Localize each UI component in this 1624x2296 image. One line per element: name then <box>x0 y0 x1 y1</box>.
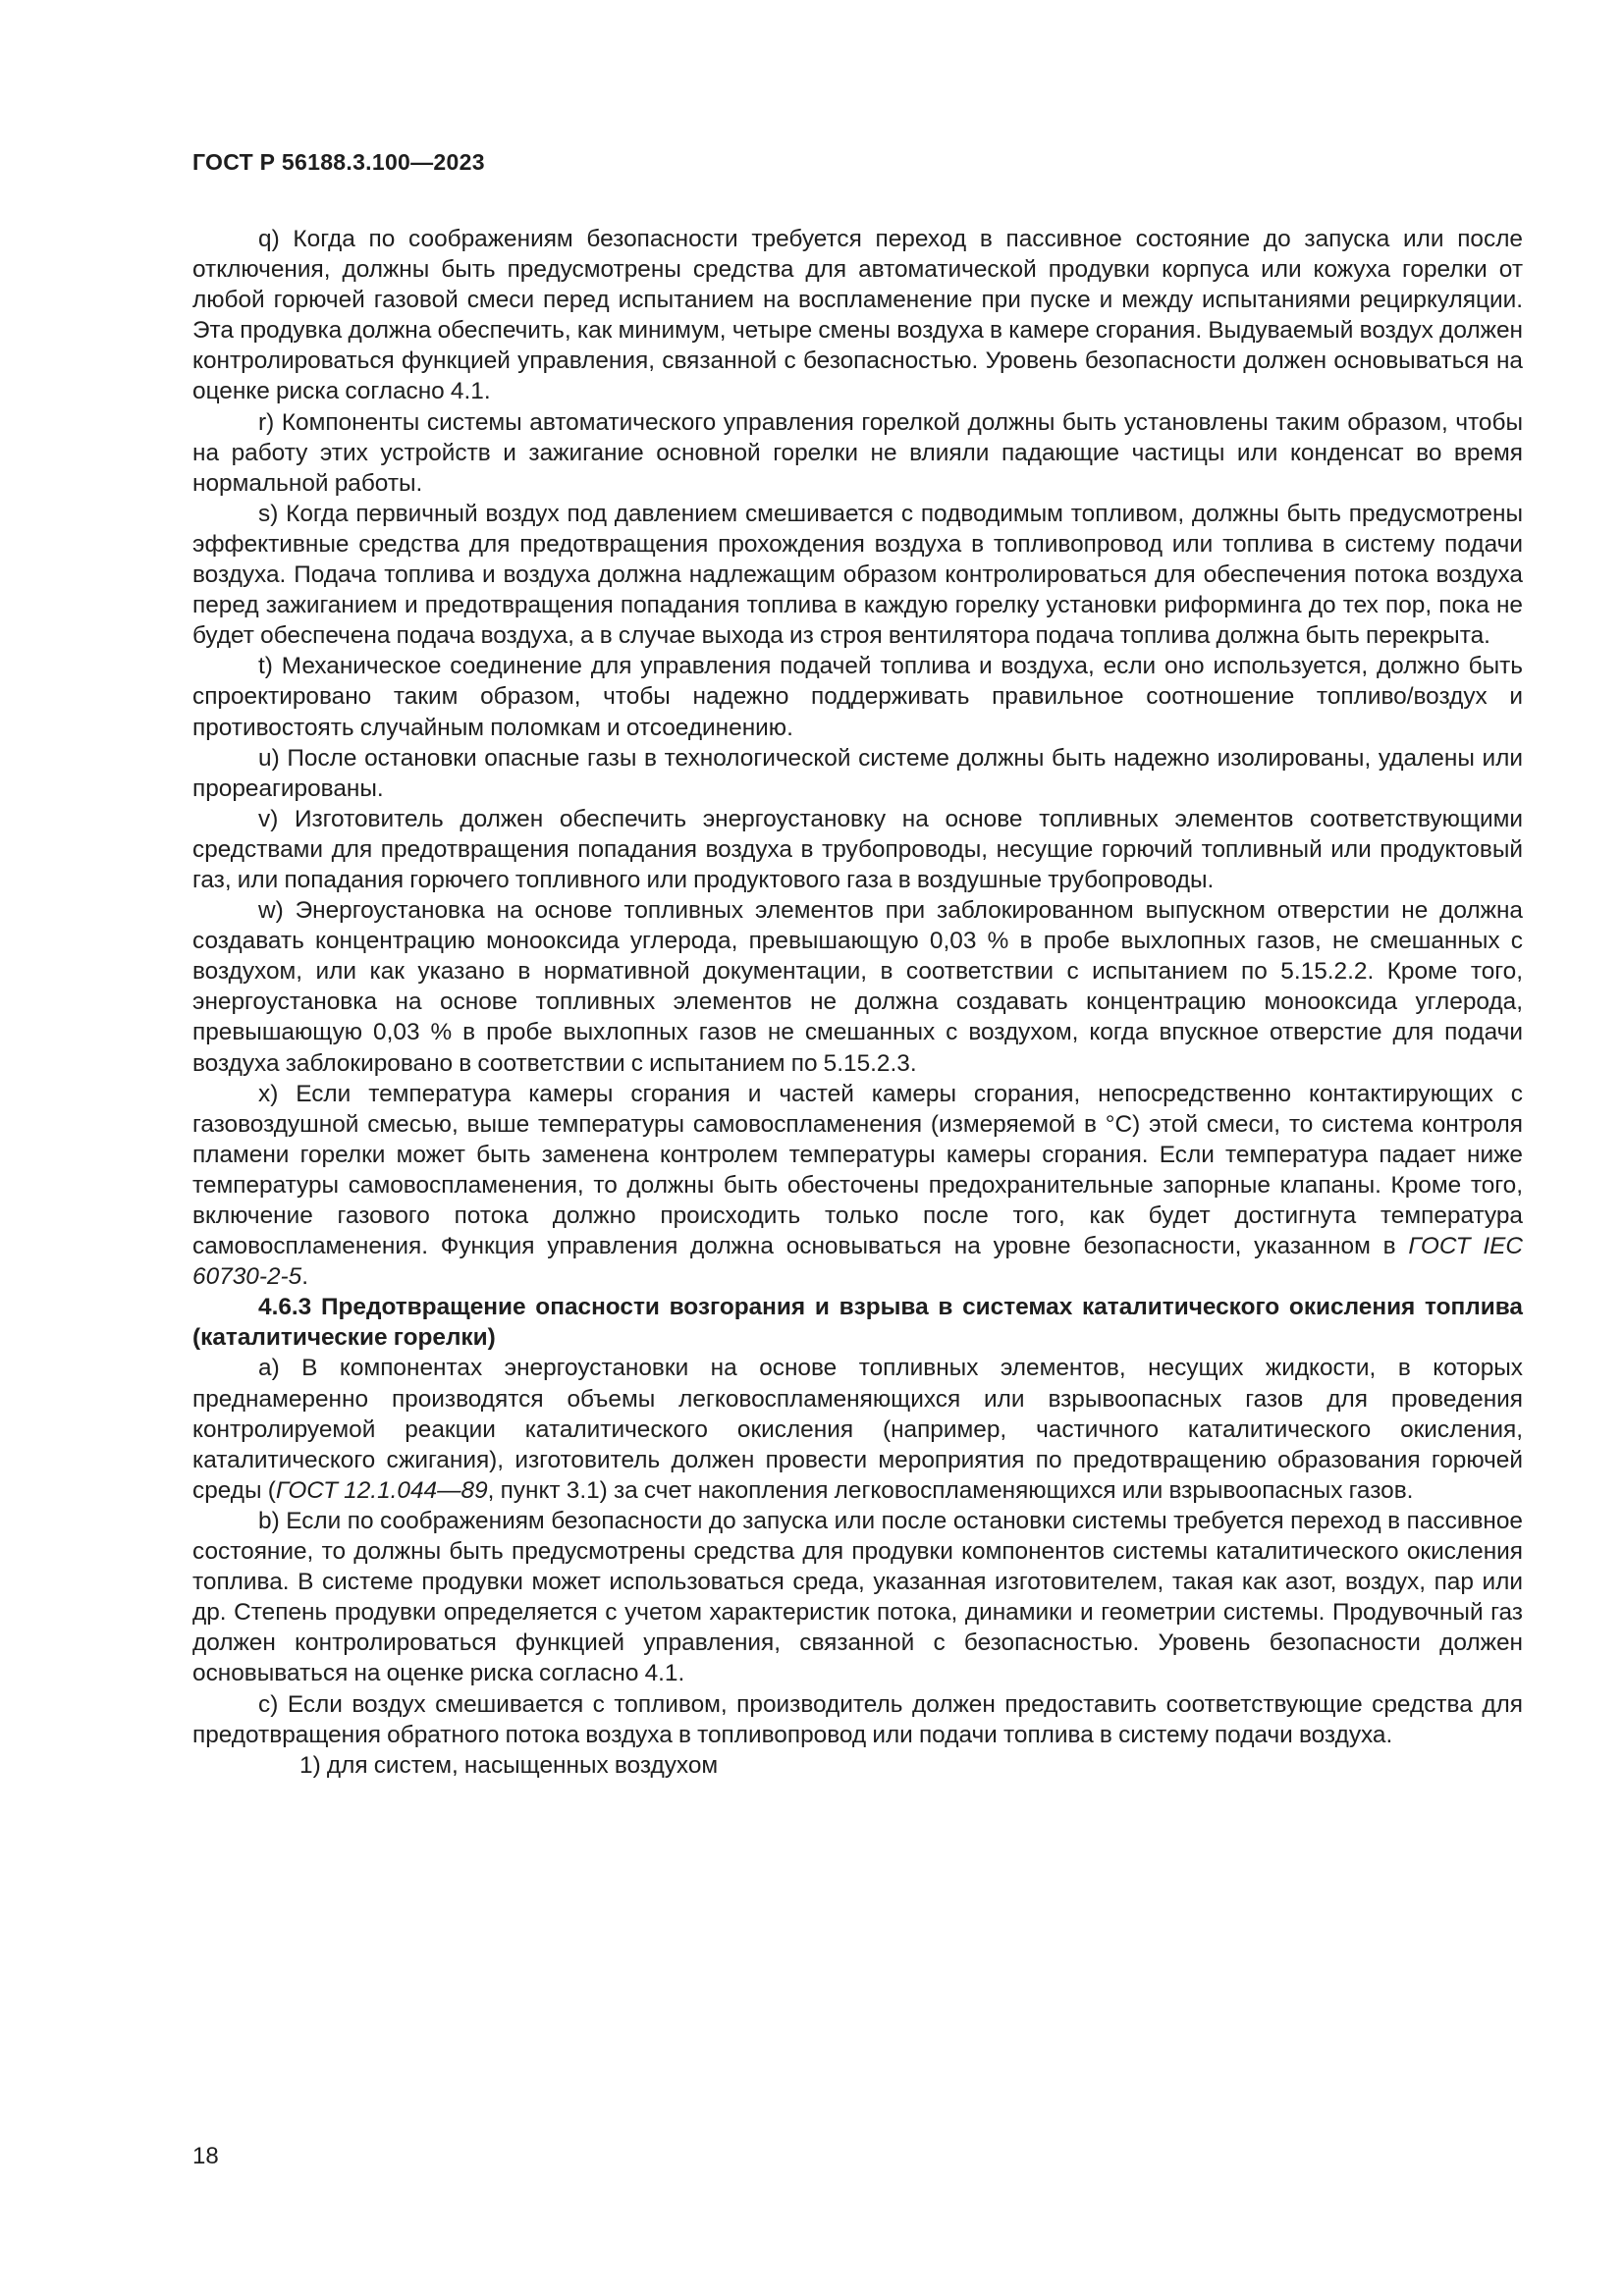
paragraph-x-text: x) Если температура камеры сгорания и частей камеры сгорания, непосредственно контактирующих с газовоздушной смесью, выше температуры самовоспламенения (измеряемой в °С) этой смеси, то система контроля пламени горелки может быть заменена контролем температуры камеры сгорания. Если температура падает ниже температуры самовоспламенения, то должны быть обесточены предохранительные запорные клапаны. Кроме того, включение газового потока должно происходить только после того, как будет достигнута температура самовоспламенения. Функция управления должна основываться на уровне безопасности, указанном в <box>192 1080 1523 1260</box>
paragraph-b: b) Если по соображениям безопасности до запуска или после остановки системы требуется переход в пассивное состояние, то должны быть предусмотрены средства для продувки компонентов системы каталитического окисления топлива. В системе продувки может использоваться среда, указанная изготовителем, такая как азот, воздух, пар или др. Степень продувки определяется с учетом характеристик потока, динамики и геометрии системы. Продувочный газ должен контролироваться функцией управления, связанной с безопасностью. Уровень безопасности должен основываться на оценке риска согласно 4.1. <box>192 1507 1523 1687</box>
document-header-code: ГОСТ Р 56188.3.100—2023 <box>192 149 485 175</box>
paragraph-t: t) Механическое соединение для управления подачей топлива и воздуха, если оно используется, должно быть спроектировано таким образом, чтобы надежно поддерживать правильное соотношение топливо/воздух и противостоять случайным поломкам и отсоединению. <box>192 653 1523 741</box>
paragraph-a-end: , пункт 3.1) за счет накопления легковоспламеняющихся или взрывоопасных газов. <box>487 1476 1414 1504</box>
paragraph-c: с) Если воздух смешивается с топливом, производитель должен предоставить соответствующие средства для предотвращения обратного потока воздуха в топливопровод или подачи топлива в систему подачи воздуха. <box>192 1690 1523 1748</box>
paragraph-c-item-1: 1) для систем, насыщенных воздухом <box>299 1751 719 1779</box>
paragraph-x <box>192 1079 1523 1293</box>
paragraph-u: u) После остановки опасные газы в технологической системе должны быть надежно изолированы, удалены или прореагированы. <box>192 744 1523 802</box>
paragraph-v: v) Изготовитель должен обеспечить энергоустановку на основе топливных элементов соответствующими средствами для предотвращения попадания воздуха в трубопроводы, несущие горючий топливный или продуктовый газ, или попадания горючего топливного или продуктового газа в воздушные трубопроводы. <box>192 805 1523 893</box>
paragraph-w: w) Энергоустановка на основе топливных элементов при заблокированном выпускном отверстии не должна создавать концентрацию монооксида углерода, превышающую 0,03 % в пробе выхлопных газов, не смешанных с воздухом, или как указано в нормативной документации, в соответствии с испытанием по 5.15.2.2. Кроме того, энергоустановка на основе топливных элементов не должна создавать концентрацию монооксида углерода, превышающую 0,03 % в пробе выхлопных газов не смешанных с воздухом, когда впускное отверстие для подачи воздуха заблокировано в соответствии с испытанием по 5.15.2.3. <box>192 897 1523 1077</box>
standard-reference-link: ГОСТ IEC 60730-2-5 <box>192 1233 1523 1291</box>
paragraph-x-end: . <box>301 1263 308 1291</box>
paragraph-r: r) Компоненты системы автоматического управления горелкой должны быть установлены таким образом, чтобы на работу этих устройств и зажигание основной горелки не влияли падающие частицы или конденсат во время нормальной работы. <box>192 408 1523 497</box>
document-body <box>192 224 1523 1781</box>
paragraph-s: s) Когда первичный воздух под давлением смешивается с подводимым топливом, должны быть предусмотрены эффективные средства для предотвращения прохождения воздуха в топливопровод или топлива в систему подачи воздуха. Подача топлива и воздуха должна надлежащим образом контролироваться для обеспечения потока воздуха перед зажиганием и предотвращения попадания топлива в каждую горелку установки риформинга до тех пор, пока не будет обеспечена подача воздуха, а в случае выхода из строя вентилятора подача топлива должна быть перекрыта. <box>192 500 1523 650</box>
paragraph-a <box>192 1353 1523 1505</box>
section-heading-4-6-3: 4.6.3 Предотвращение опасности возгорания и взрыва в системах каталитического окисления топлива (каталитические горелки) <box>192 1294 1523 1352</box>
page-number: 18 <box>192 2143 219 2169</box>
paragraph-q: q) Когда по соображениям безопасности требуется переход в пассивное состояние до запуска или после отключения, должны быть предусмотрены средства для автоматической продувки корпуса или кожуха горелки от любой горючей газовой смеси перед испытанием на воспламенение при пуске и между испытаниями рециркуляции. Эта продувка должна обеспечить, как минимум, четыре смены воздуха в камере сгорания. Выдуваемый воздух должен контролироваться функцией управления, связанной с безопасностью. Уровень безопасности должен основываться на оценке риска согласно 4.1. <box>192 226 1523 405</box>
paragraph-a-text: а) В компонентах энергоустановки на основе топливных элементов, несущих жидкости, в которых преднамеренно производятся объемы легковоспламеняющихся или взрывоопасных газов для проведения контролируемой реакции каталитического окисления (например, частичного каталитического окисления, каталитического сжигания), изготовитель должен провести мероприятия по предотвращению образования горючей среды ( <box>192 1355 1523 1504</box>
standard-reference-link: ГОСТ 12.1.044—89 <box>275 1476 488 1504</box>
